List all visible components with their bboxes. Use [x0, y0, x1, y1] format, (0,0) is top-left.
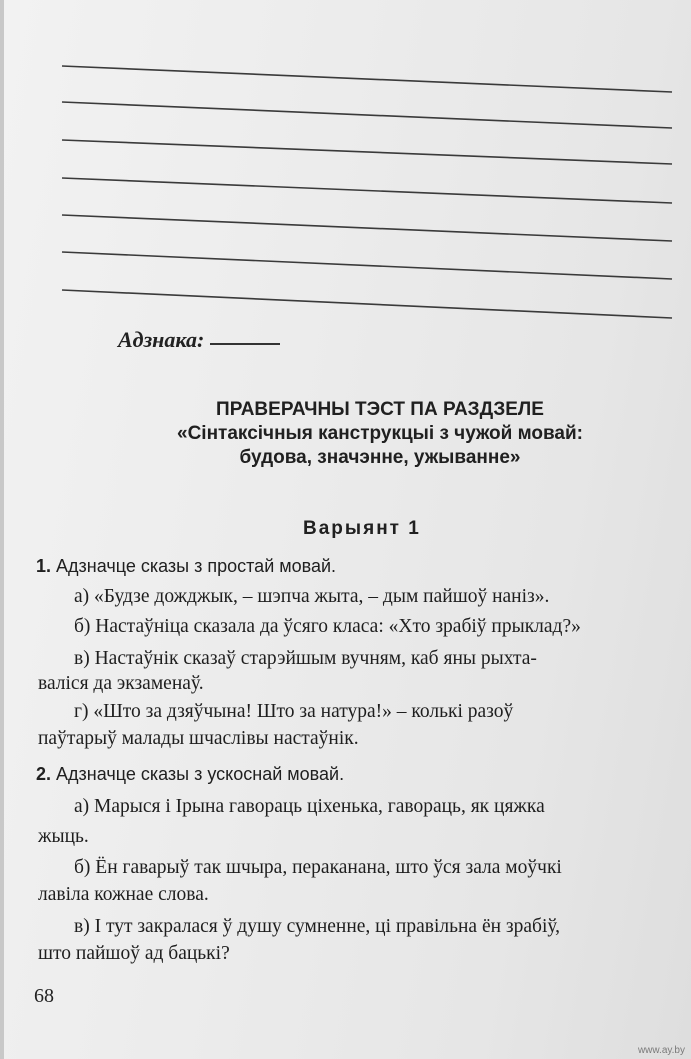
test-title-line3: будова, значэнне, ужыванне» [239, 447, 521, 468]
task-2-option-a: а) Марыся і Ірына гавораць ціхенька, гавораць, як цяжка [74, 796, 545, 817]
grade-label: Адзнака: [118, 327, 205, 352]
task-2-option-c: в) І тут закралася ў душу сумненне, ці правільна ён зрабіў, [74, 916, 561, 937]
answer-line [62, 178, 672, 203]
answer-line [62, 290, 672, 318]
test-title-line1: ПРАВЕРАЧНЫ ТЭСТ ПА РАЗДЗЕЛЕ [216, 399, 544, 420]
answer-line [62, 215, 672, 241]
page-number: 68 [34, 985, 54, 1007]
task-1-option-d-continued: паўтарыў малады шчаслівы настаўнік. [38, 728, 359, 749]
task-2-option-b: б) Ён гаварыў так шчыра, пераканана, што ўся зала моўчкі [74, 857, 562, 878]
test-title-line2: «Сінтаксічныя канструкцыі з чужой мовай: [177, 423, 583, 444]
grade-field [118, 327, 280, 353]
task-2-heading [36, 764, 344, 785]
task-2-text: Адзначце сказы з ускоснай мовай. [56, 764, 345, 784]
task-1-text: Адзначце сказы з простай мовай. [56, 556, 337, 576]
task-1-option-c: в) Настаўнік сказаў старэйшым вучням, каб яны рыхта- [74, 648, 537, 669]
watermark: www.ay.by [637, 1045, 685, 1056]
variant-heading: Варыянт 1 [303, 518, 421, 539]
task-1-option-b: б) Настаўніца сказала да ўсяго класа: «Хто зрабіў прыклад?» [74, 616, 581, 637]
grade-blank [210, 343, 280, 345]
answer-line [62, 140, 672, 164]
answer-line [62, 66, 672, 92]
task-2-option-a-continued: жыць. [38, 826, 89, 847]
task-2-option-c-continued: што пайшоў ад бацькі? [38, 943, 230, 964]
answer-lines-svg [0, 0, 691, 340]
answer-lines [0, 0, 691, 340]
test-title [100, 398, 660, 470]
task-1-option-a: а) «Будзе дожджык, – шэпча жыта, – дым пайшоў наніз». [74, 586, 550, 607]
task-1-heading [36, 556, 336, 577]
task-1-option-d: г) «Што за дзяўчына! Што за натура!» – колькі разоў [74, 701, 514, 722]
task-1-number: 1. [36, 556, 52, 576]
answer-line [62, 102, 672, 128]
task-2-option-b-continued: лавіла кожнае слова. [38, 884, 209, 905]
task-1-option-c-continued: валіся да экзаменаў. [38, 673, 204, 694]
answer-line [62, 252, 672, 279]
task-2-number: 2. [36, 764, 52, 784]
